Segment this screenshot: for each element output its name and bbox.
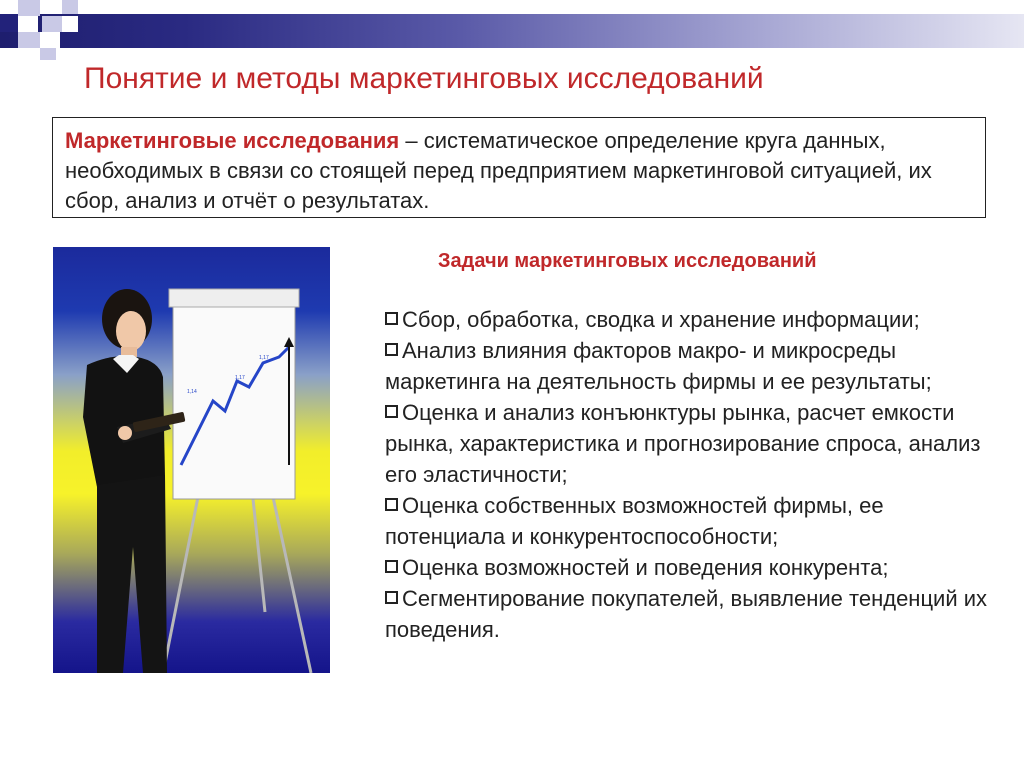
hollow-square-bullet-icon [385, 405, 398, 418]
task-text: Оценка возможностей и поведения конкурента; [402, 555, 889, 580]
tasks-list [385, 304, 1005, 645]
definition-term: Маркетинговые исследования [65, 128, 400, 153]
slide-title: Понятие и методы маркетинговых исследований [84, 62, 764, 95]
svg-text:1,14: 1,14 [187, 389, 197, 395]
header-gradient-bar [0, 14, 1024, 48]
corner-squares-decoration [0, 0, 90, 60]
task-text: Анализ влияния факторов макро- и микросреды маркетинга на деятельность фирмы и ее результаты; [385, 338, 932, 394]
task-text: Оценка и анализ конъюнктуры рынка, расчет емкости рынка, характеристика и прогнозирование спроса, анализ его эластичности; [385, 400, 981, 487]
task-text: Оценка собственных возможностей фирмы, ее потенциала и конкурентоспособности; [385, 493, 884, 549]
definition-box [52, 117, 986, 218]
hollow-square-bullet-icon [385, 560, 398, 573]
hollow-square-bullet-icon [385, 498, 398, 511]
hollow-square-bullet-icon [385, 312, 398, 325]
definition-text: – систематическое определение круга данных, необходимых в связи со стоящей перед предприятием маркетинговой ситуацией, их сбор, анализ и отчёт о результатах. [65, 128, 932, 213]
list-item [385, 335, 1005, 397]
list-item [385, 397, 1005, 490]
list-item [385, 583, 1005, 645]
hollow-square-bullet-icon [385, 343, 398, 356]
svg-text:1,17: 1,17 [259, 355, 269, 361]
task-text: Сбор, обработка, сводка и хранение информации; [402, 307, 920, 332]
list-item [385, 304, 1005, 335]
task-text: Сегментирование покупателей, выявление тенденций их поведения. [385, 586, 988, 642]
hollow-square-bullet-icon [385, 591, 398, 604]
svg-text:1,17: 1,17 [235, 375, 245, 381]
tasks-heading: Задачи маркетинговых исследований [438, 250, 817, 272]
presenter-flipchart-illustration [53, 247, 330, 673]
list-item [385, 490, 1005, 552]
list-item [385, 552, 1005, 583]
